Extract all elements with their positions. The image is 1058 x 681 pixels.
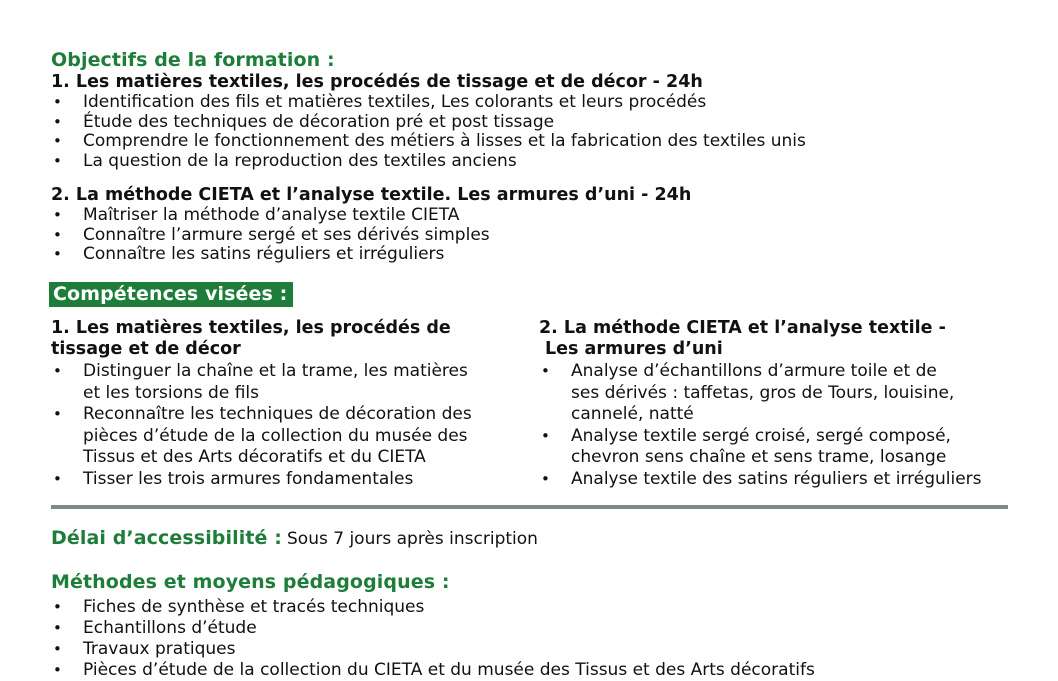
list-item-line: pièces d’étude de la collection du musée des — [83, 425, 468, 446]
list-item-line: Analyse textile des satins réguliers et irréguliers — [571, 468, 982, 489]
bullet: • — [541, 362, 550, 380]
objectives-heading: Objectifs de la formation : — [51, 49, 335, 71]
list-item-text: Echantillons d’étude — [83, 618, 257, 638]
bullet: • — [53, 640, 62, 658]
bullet: • — [53, 598, 62, 616]
list-item-text: Fiches de synthèse et tracés techniques — [83, 597, 425, 617]
skills-left-title-line: 1. Les matières textiles, les procédés de — [51, 318, 451, 338]
objectives-section1-list — [51, 93, 1011, 171]
list-item — [51, 404, 521, 469]
list-item-text: Travaux pratiques — [83, 639, 236, 659]
list-item-line: Distinguer la chaîne et la trame, les matières — [83, 361, 468, 381]
bullet: • — [53, 469, 62, 488]
section-divider — [51, 505, 1008, 509]
skills-right-list — [539, 361, 1019, 490]
bullet: • — [53, 151, 62, 170]
list-item — [51, 660, 1011, 681]
skills-right-column — [539, 318, 1019, 490]
list-item — [51, 152, 1011, 172]
list-item-text: Étude des techniques de décoration pré et post tissage — [83, 111, 555, 132]
skills-left-title — [51, 318, 521, 360]
accessibility-heading: Délai d’accessibilité : — [51, 527, 282, 549]
bullet: • — [53, 362, 62, 380]
list-item-line: Tisser les trois armures fondamentales — [83, 468, 414, 489]
bullet: • — [53, 661, 62, 679]
list-item-line: Reconnaître les techniques de décoration des — [83, 404, 472, 424]
bullet: • — [541, 469, 550, 488]
methods-heading: Méthodes et moyens pédagogiques : — [51, 571, 450, 593]
list-item-text: Connaître l’armure sergé et ses dérivés simples — [83, 224, 490, 245]
list-item — [51, 132, 1011, 152]
objectives-section2-list — [51, 206, 1011, 265]
list-item — [51, 469, 521, 491]
skills-heading: Compétences visées : — [49, 282, 293, 307]
skills-right-title-line: Les armures d’uni — [545, 339, 723, 359]
list-item — [51, 113, 1011, 133]
list-item-line: Tissus et des Arts décoratifs et du CIETA — [83, 447, 426, 467]
bullet: • — [53, 132, 62, 150]
list-item — [51, 245, 1011, 265]
list-item-line: Analyse textile sergé croisé, sergé composé, — [571, 425, 951, 446]
list-item-text: La question de la reproduction des textiles anciens — [83, 150, 517, 171]
list-item-line: cannelé, natté — [571, 404, 694, 424]
skills-right-title-line: 2. La méthode CIETA et l’analyse textile - — [539, 318, 946, 338]
bullet: • — [53, 405, 62, 423]
skills-left-title-line: tissage et de décor — [51, 339, 241, 359]
objectives-section2-title: 2. La méthode CIETA et l’analyse textile. Les armures d’uni - 24h — [51, 185, 692, 205]
list-item-text: Comprendre le fonctionnement des métiers à lisses et la fabrication des textiles unis — [83, 131, 806, 151]
list-item — [51, 597, 1011, 618]
bullet: • — [53, 206, 62, 224]
accessibility-row — [51, 527, 538, 549]
bullet: • — [53, 112, 62, 131]
list-item — [51, 618, 1011, 639]
list-item — [51, 206, 1011, 226]
list-item-line: et les torsions de fils — [83, 382, 259, 403]
skills-left-column — [51, 318, 521, 490]
list-item-line: ses dérivés : taffetas, gros de Tours, louisine, — [571, 382, 955, 403]
methods-list — [51, 597, 1011, 681]
bullet: • — [53, 245, 62, 263]
list-item — [539, 469, 1019, 491]
list-item — [51, 639, 1011, 660]
accessibility-value: Sous 7 jours après inscription — [287, 529, 538, 549]
list-item-text: Pièces d’étude de la collection du CIETA et du musée des Tissus et des Arts décoratifs — [83, 660, 815, 680]
list-item — [51, 361, 521, 404]
bullet: • — [53, 225, 62, 244]
list-item-line: chevron sens chaîne et sens trame, losange — [571, 447, 947, 467]
list-item-text: Connaître les satins réguliers et irréguliers — [83, 244, 445, 264]
list-item — [51, 93, 1011, 113]
list-item — [539, 426, 1019, 469]
bullet: • — [53, 93, 62, 111]
bullet: • — [53, 619, 62, 637]
objectives-section1-title: 1. Les matières textiles, les procédés de tissage et de décor - 24h — [51, 72, 703, 92]
bullet: • — [541, 426, 550, 445]
skills-right-title — [539, 318, 1019, 360]
skills-left-list — [51, 361, 521, 490]
list-item — [51, 226, 1011, 246]
list-item-text: Maîtriser la méthode d’analyse textile CIETA — [83, 205, 460, 225]
list-item-line: Analyse d’échantillons d’armure toile et de — [571, 361, 937, 381]
list-item-text: Identification des fils et matières textiles, Les colorants et leurs procédés — [83, 92, 707, 112]
list-item — [539, 361, 1019, 426]
